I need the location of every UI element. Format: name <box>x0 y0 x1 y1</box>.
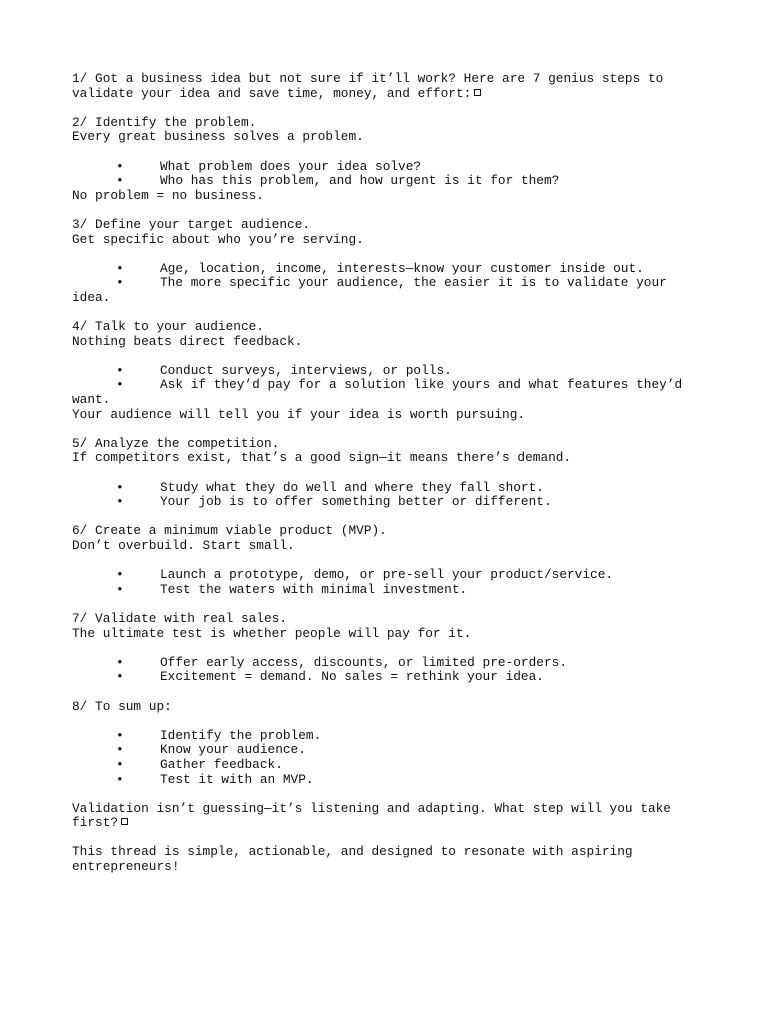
list-item <box>72 758 696 773</box>
list-item <box>72 481 696 496</box>
bullet-dot: • <box>116 173 124 189</box>
section-intro: Nothing beats direct feedback. <box>72 333 303 349</box>
section-title: 8/ To sum up: <box>72 698 172 714</box>
bullet-dot: • <box>116 742 124 758</box>
list-item <box>72 568 696 583</box>
document-page <box>72 72 696 889</box>
bullet-dot: • <box>116 479 124 495</box>
bullet-list <box>72 364 696 408</box>
bullet-list <box>72 481 696 510</box>
bullet-wrap-text: want. <box>72 392 111 408</box>
bullet-text: What problem does your idea solve? <box>160 158 422 174</box>
bullet-dot: • <box>116 727 124 743</box>
bullet-text: Study what they do well and where they fall short. <box>160 479 544 495</box>
bullet-dot: • <box>116 756 124 772</box>
section-title: 6/ Create a minimum viable product (MVP). <box>72 523 387 539</box>
section-identify-problem <box>72 116 696 204</box>
intro-line-1: 1/ Got a business idea but not sure if it’ll work? Here are 7 genius steps to <box>72 71 664 86</box>
section-intro: Every great business solves a problem. <box>72 129 364 145</box>
bullet-text: Your job is to offer something better or different. <box>160 494 552 510</box>
bullet-text: The more specific your audience, the easier it is to validate your <box>160 275 667 291</box>
section-talk-to-audience <box>72 320 696 422</box>
bullet-dot: • <box>116 158 124 174</box>
footer-line-2: entrepreneurs! <box>72 859 180 875</box>
bullet-dot: • <box>116 654 124 670</box>
bullet-text: Conduct surveys, interviews, or polls. <box>160 362 452 378</box>
bullet-list <box>72 160 696 189</box>
bullet-dot: • <box>116 494 124 510</box>
bullet-text: Ask if they’d pay for a solution like yours and what features they’d <box>160 377 683 393</box>
list-item <box>72 773 696 788</box>
bullet-text: Who has this problem, and how urgent is it for them? <box>160 173 560 189</box>
section-outro: Your audience will tell you if your idea is worth pursuing. <box>72 406 526 422</box>
bullet-text: Know your audience. <box>160 742 306 758</box>
closing-line-2-wrap <box>72 816 696 831</box>
bullet-wrap-text: idea. <box>72 289 111 305</box>
box-glyph-icon <box>121 818 128 825</box>
intro-line-2-wrap <box>72 87 696 102</box>
list-item <box>72 670 696 685</box>
list-item <box>72 743 696 758</box>
section-closing <box>72 802 696 831</box>
bullet-list <box>72 729 696 787</box>
list-item <box>72 729 696 744</box>
intro-line-2: validate your idea and save time, money, and effort: <box>72 85 472 101</box>
bullet-text: Test the waters with minimal investment. <box>160 581 468 597</box>
footer-line-1: This thread is simple, actionable, and designed to resonate with aspiring <box>72 844 633 860</box>
bullet-text: Identify the problem. <box>160 727 322 743</box>
section-competition <box>72 437 696 510</box>
bullet-dot: • <box>116 581 124 597</box>
bullet-text: Test it with an MVP. <box>160 771 314 787</box>
bullet-list <box>72 568 696 597</box>
bullet-dot: • <box>116 377 124 393</box>
section-intro <box>72 72 696 101</box>
list-item <box>72 174 696 189</box>
bullet-text: Launch a prototype, demo, or pre-sell your product/service. <box>160 567 614 583</box>
bullet-text: Age, location, income, interests—know your customer inside out. <box>160 260 644 276</box>
section-title: 2/ Identify the problem. <box>72 114 257 130</box>
list-item <box>72 364 696 379</box>
bullet-list <box>72 262 696 306</box>
bullet-dot: • <box>116 669 124 685</box>
section-real-sales <box>72 612 696 685</box>
list-item <box>72 262 696 277</box>
bullet-list <box>72 656 696 685</box>
section-title: 5/ Analyze the competition. <box>72 435 280 451</box>
section-footer <box>72 845 696 874</box>
list-item <box>72 160 696 175</box>
section-title: 3/ Define your target audience. <box>72 216 311 232</box>
closing-line-1: Validation isn’t guessing—it’s listening and adapting. What step will you take <box>72 800 671 816</box>
section-title: 4/ Talk to your audience. <box>72 319 264 335</box>
list-item <box>72 378 696 407</box>
list-item <box>72 495 696 510</box>
bullet-text: Offer early access, discounts, or limited pre-orders. <box>160 654 568 670</box>
section-sum-up <box>72 700 696 788</box>
bullet-dot: • <box>116 362 124 378</box>
section-outro: No problem = no business. <box>72 187 264 203</box>
section-target-audience <box>72 218 696 306</box>
bullet-dot: • <box>116 771 124 787</box>
section-intro: If competitors exist, that’s a good sign—it means there’s demand. <box>72 450 572 466</box>
bullet-dot: • <box>116 260 124 276</box>
closing-line-2: first? <box>72 815 119 831</box>
list-item <box>72 276 696 305</box>
section-intro: Don’t overbuild. Start small. <box>72 538 295 553</box>
bullet-text: Excitement = demand. No sales = rethink your idea. <box>160 669 544 685</box>
list-item <box>72 656 696 671</box>
section-intro: Get specific about who you’re serving. <box>72 231 364 247</box>
section-intro: The ultimate test is whether people will pay for it. <box>72 625 472 641</box>
bullet-text: Gather feedback. <box>160 756 283 772</box>
section-mvp <box>72 524 696 597</box>
section-title: 7/ Validate with real sales. <box>72 610 288 626</box>
list-item <box>72 583 696 598</box>
bullet-dot: • <box>116 567 124 583</box>
box-glyph-icon <box>474 89 481 96</box>
bullet-dot: • <box>116 275 124 291</box>
